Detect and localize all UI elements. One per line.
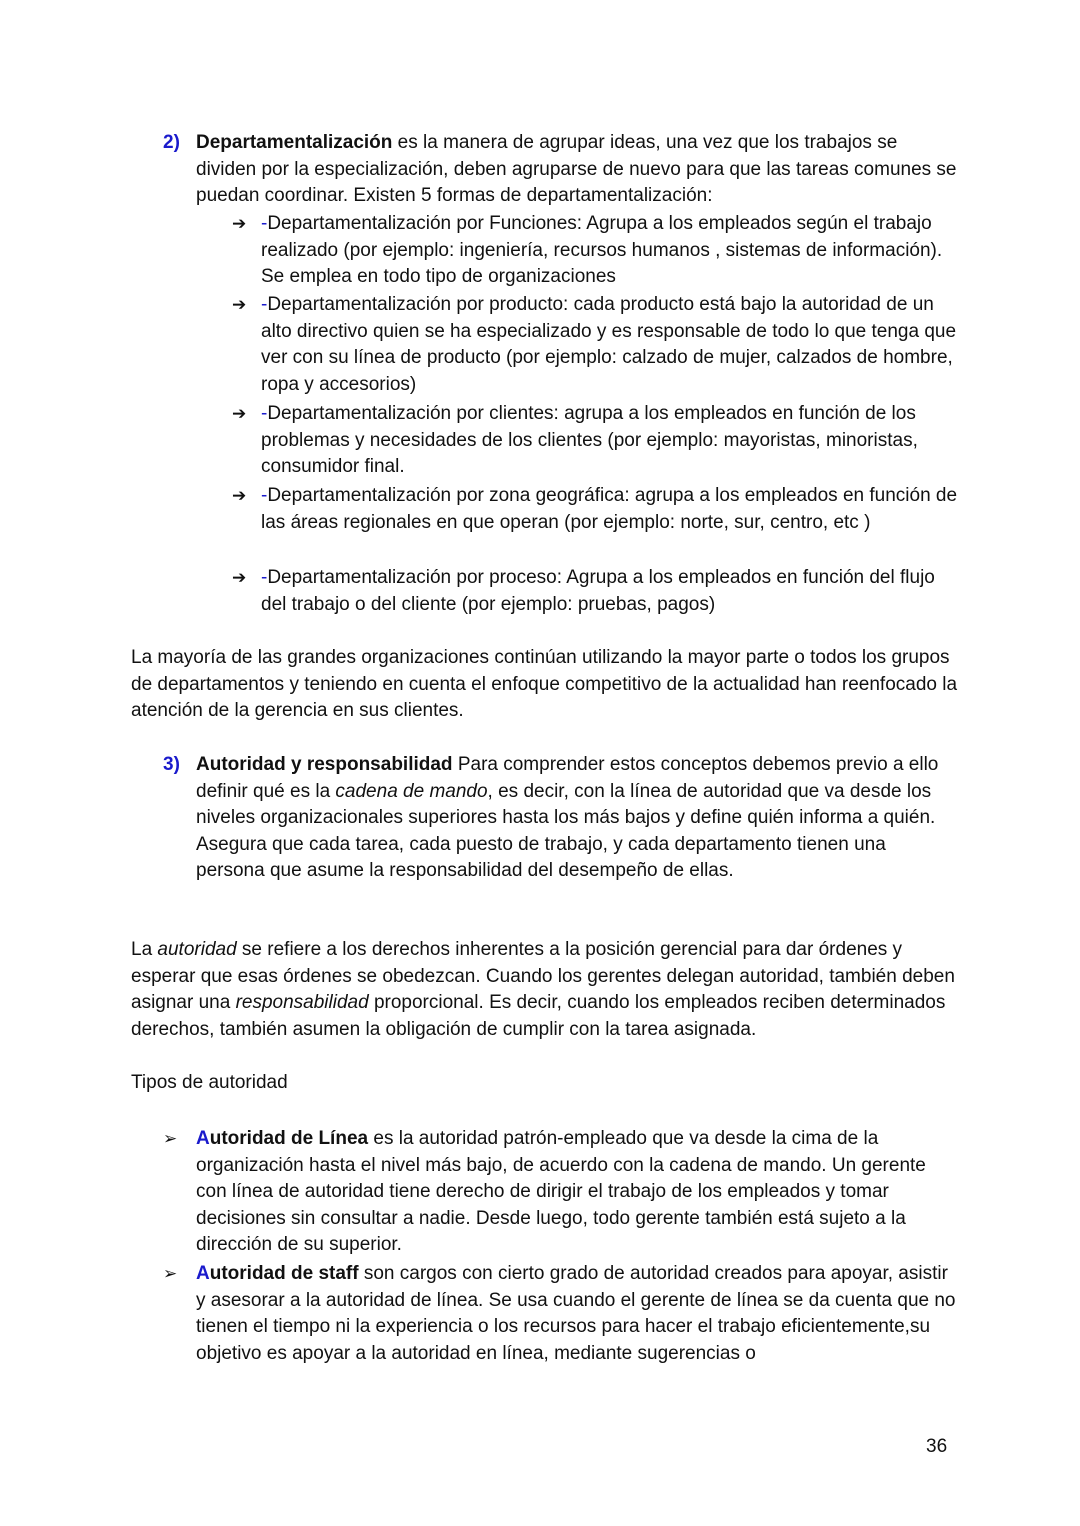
type-heading: utoridad de Línea [209, 1128, 369, 1149]
text: , es decir, con la línea de autoridad que va desde los niveles organizacionales superiores hasta los más bajos y define quién informa a quién. Asegura que cada tarea, cada puesto de trabajo, y cada departamento tienen una persona que asume la responsabilidad del desempeño de ellas. [196, 780, 936, 881]
text: es la autoridad patrón-empleado que va desde la cima de la organización hasta el nivel más bajo, de acuerdo con la cadena de mando. Un gerente con línea de autoridad tiene derecho de dirigir el trabajo de los empleados y tomar decisiones sin consultar a nadie. Desde luego, todo gerente también está sujeto a la dirección de su superior. [196, 1128, 926, 1255]
arrow-icon: ➔ [232, 295, 247, 314]
paragraph: La mayoría de las grandes organizaciones continúan utilizando la mayor parte o todos los grupos de departamentos y teniendo en cuenta el enfoque competitivo de la actualidad han reenfocado la atención de la gerencia en sus clientes. [131, 647, 958, 721]
arrowhead-icon: ➢ [163, 1264, 178, 1283]
bullet-text: Departamentalización por clientes: agrupa a los empleados en función de los problemas y necesidades de los clientes (por ejemplo: mayoristas, minoristas, consumidor final. [261, 403, 918, 477]
bullet-text: Departamentalización por Funciones: Agrupa a los empleados según el trabajo realizado (por ejemplo: ingeniería, recursos humanos , sistemas de información). Se emplea en todo tipo de organizaciones [261, 213, 943, 287]
arrow-icon: ➔ [232, 214, 247, 233]
text: La [131, 939, 158, 960]
text: proporcional. Es decir, cuando los empleados reciben determinados derechos, también asumen la obligación de cumplir con la tarea asignada. [131, 992, 946, 1040]
arrow-icon: ➔ [232, 404, 247, 423]
initial: A [196, 1263, 210, 1284]
dash: - [261, 485, 268, 506]
dash: - [261, 294, 268, 315]
italic-term: autoridad [157, 939, 237, 960]
bullet-text: Departamentalización por producto: cada producto está bajo la autoridad de un alto directivo quien se ha especializado y es responsable de todo lo que tenga que ver con su línea de producto (por ejemplo: calzado de mujer, calzados de hombre, ropa y accesorios) [261, 294, 957, 395]
dash: - [261, 567, 268, 588]
arrowhead-icon: ➢ [163, 1129, 178, 1148]
italic-term: cadena de mando [335, 780, 488, 802]
item-heading: Autoridad y responsabilidad [196, 754, 453, 775]
item-text: es la manera de agrupar ideas, una vez que los trabajos se dividen por la especialización, deben agruparse de nuevo para que las tareas comunes se puedan coordinar. Existen 5 formas de departamentalización: [196, 132, 957, 206]
page-number: 36 [926, 1436, 948, 1457]
bullet-text: Departamentalización por proceso: Agrupa a los empleados en función del flujo del trabajo o del cliente (por ejemplo: pruebas, pagos) [261, 567, 935, 615]
text: son cargos con cierto grado de autoridad creados para apoyar, asistir y asesorar a la autoridad de línea. Se usa cuando el gerente de línea se da cuenta que no tienen el tiempo ni la experiencia o los recursos para hacer el trabajo eficientemente,su objetivo es apoyar a la autoridad en línea, mediante sugerencias o [196, 1263, 956, 1364]
dash: - [261, 213, 268, 234]
item-departamentalizacion [196, 130, 958, 210]
italic-term: responsabilidad [235, 992, 369, 1013]
initial: A [196, 1128, 210, 1149]
paragraph [131, 937, 958, 1043]
item-autoridad [196, 752, 958, 885]
text: Para comprender estos conceptos debemos previo a ello definir qué es la [196, 754, 939, 802]
dash: - [261, 403, 268, 424]
item-heading: Departamentalización [196, 132, 393, 153]
bullet-text: Departamentalización por zona geográfica: agrupa a los empleados en función de las áreas regionales en que operan (por ejemplo: norte, sur, centro, etc ) [261, 485, 958, 533]
item-number: 3) [163, 754, 180, 775]
authority-type-item [163, 1126, 958, 1259]
authority-type-item [163, 1261, 958, 1367]
text: se refiere a los derechos inherentes a la posición gerencial para dar órdenes y esperar que esas órdenes se obedezcan. Cuando los gerentes delegan autoridad, también deben asignar una [131, 939, 955, 1013]
item-number: 2) [163, 132, 180, 153]
arrow-icon: ➔ [232, 486, 247, 505]
bullet-item [232, 292, 958, 398]
type-heading: utoridad de staff [209, 1263, 359, 1284]
bullet-item [232, 565, 958, 618]
bullet-item [232, 211, 958, 291]
arrow-icon: ➔ [232, 568, 247, 587]
bullet-item [232, 401, 958, 481]
bullet-item [232, 483, 958, 536]
section-label: Tipos de autoridad [131, 1072, 288, 1093]
